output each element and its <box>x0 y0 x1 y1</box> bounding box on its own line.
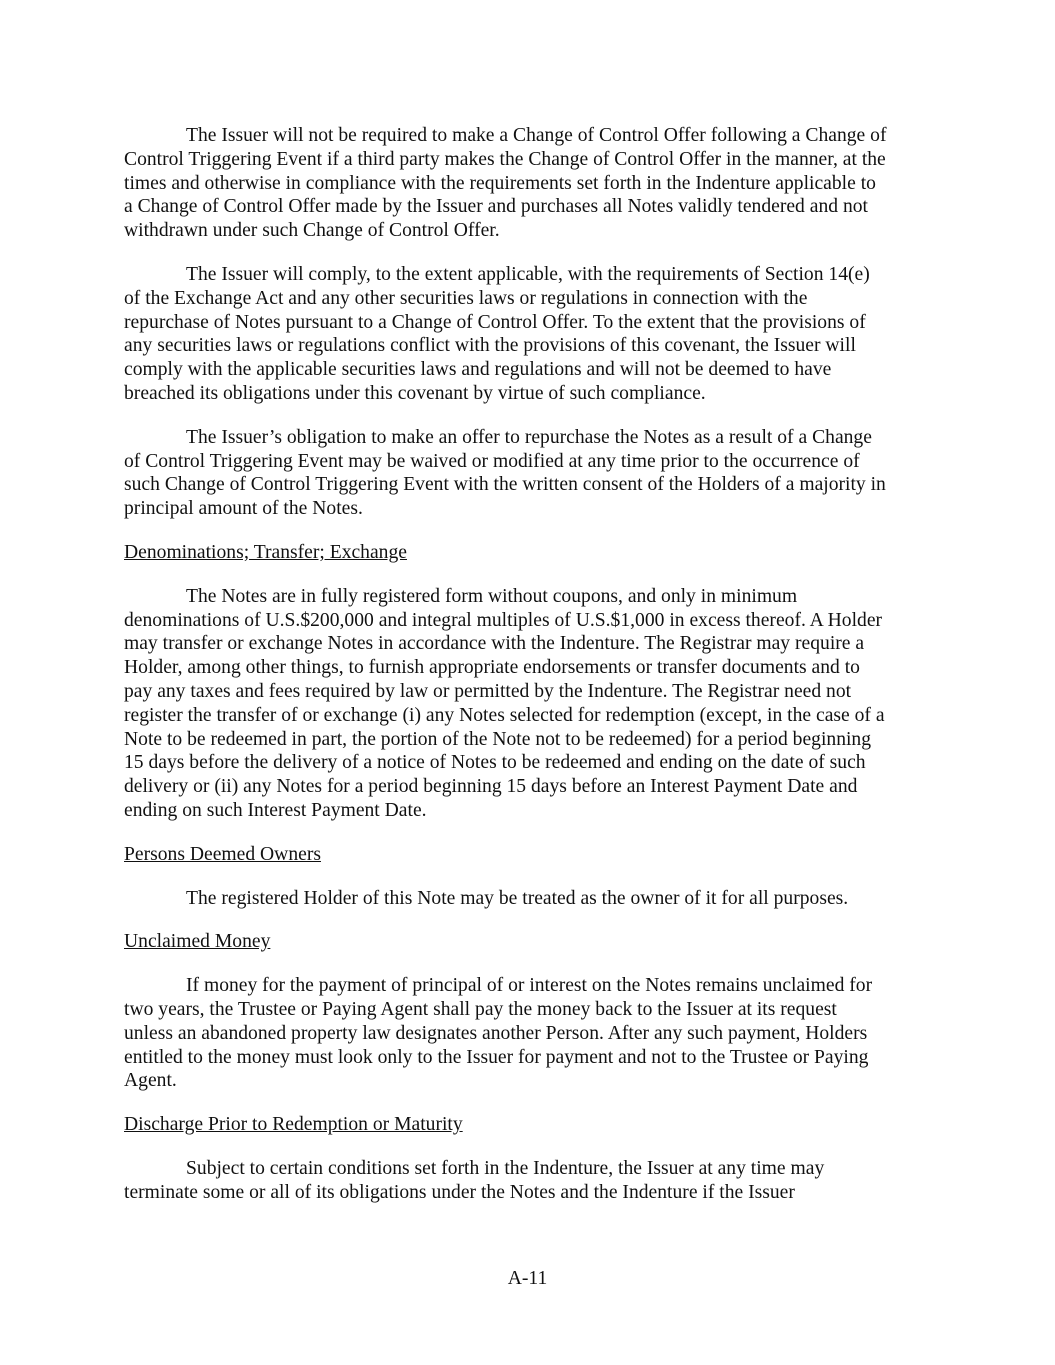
paragraph <box>124 1157 936 1205</box>
section-heading: Unclaimed Money <box>124 931 271 953</box>
text-line: repurchase of Notes pursuant to a Change of Control Offer. To the extent that the provisions of <box>124 311 866 333</box>
text-line: 15 days before the delivery of a notice of Notes to be redeemed and ending on the date of such <box>124 752 866 774</box>
text-line: unless an abandoned property law designates another Person. After any such payment, Holders <box>124 1022 868 1044</box>
text-line: register the transfer of or exchange (i) any Notes selected for redemption (except, in the case of a <box>124 704 885 726</box>
text-line: any securities laws or regulations conflict with the provisions of this covenant, the Issuer will <box>124 335 856 357</box>
page-number: A-11 <box>507 1268 548 1289</box>
text-line: entitled to the money must look only to the Issuer for payment and not to the Trustee or Paying <box>124 1046 869 1068</box>
text-line: Subject to certain conditions set forth in the Indenture, the Issuer at any time may <box>186 1157 825 1179</box>
paragraph <box>124 887 936 911</box>
text-line: comply with the applicable securities laws and regulations and will not be deemed to have <box>124 359 832 381</box>
section-heading: Persons Deemed Owners <box>124 843 321 865</box>
text-line: ending on such Interest Payment Date. <box>124 799 427 821</box>
text-line: Note to be redeemed in part, the portion of the Note not to be redeemed) for a period beginning <box>124 728 872 750</box>
paragraph <box>124 124 936 243</box>
text-line: The Notes are in fully registered form without coupons, and only in minimum <box>186 585 798 607</box>
section-heading: Discharge Prior to Redemption or Maturity <box>124 1114 463 1136</box>
text-line: of Control Triggering Event may be waived or modified at any time prior to the occurrence of <box>124 450 860 472</box>
text-line: Agent. <box>124 1070 177 1092</box>
document-body <box>124 124 936 1224</box>
paragraph <box>124 263 936 406</box>
text-line: two years, the Trustee or Paying Agent shall pay the money back to the Issuer at its request <box>124 998 837 1020</box>
text-line: pay any taxes and fees required by law or permitted by the Indenture. The Registrar need not <box>124 680 852 702</box>
text-line: The Issuer’s obligation to make an offer to repurchase the Notes as a result of a Change <box>186 426 872 448</box>
text-line: terminate some or all of its obligations under the Notes and the Indenture if the Issuer <box>124 1181 795 1203</box>
text-line: denominations of U.S.$200,000 and integral multiples of U.S.$1,000 in excess thereof. A Holder <box>124 609 883 631</box>
text-line: of the Exchange Act and any other securities laws or regulations in connection with the <box>124 287 808 309</box>
text-line: such Change of Control Triggering Event with the written consent of the Holders of a majority in <box>124 474 886 496</box>
text-line: delivery or (ii) any Notes for a period beginning 15 days before an Interest Payment Date and <box>124 776 858 798</box>
text-line: may transfer or exchange Notes in accordance with the Indenture. The Registrar may require a <box>124 633 865 655</box>
text-line: a Change of Control Offer made by the Issuer and purchases all Notes validly tendered and not <box>124 196 868 218</box>
text-line: Holder, among other things, to furnish appropriate endorsements or transfer documents and to <box>124 657 860 679</box>
text-line: withdrawn under such Change of Control Offer. <box>124 220 500 242</box>
text-line: Control Triggering Event if a third party makes the Change of Control Offer in the manner, at the <box>124 148 886 170</box>
section-heading: Denominations; Transfer; Exchange <box>124 541 407 563</box>
text-line: breached its obligations under this covenant by virtue of such compliance. <box>124 382 706 404</box>
text-line: The registered Holder of this Note may be treated as the owner of it for all purposes. <box>186 887 849 909</box>
text-line: times and otherwise in compliance with the requirements set forth in the Indenture applicable to <box>124 172 876 194</box>
text-line: If money for the payment of principal of or interest on the Notes remains unclaimed for <box>186 975 873 997</box>
text-line: The Issuer will not be required to make a Change of Control Offer following a Change of <box>186 125 887 146</box>
paragraph <box>124 426 936 521</box>
text-line: principal amount of the Notes. <box>124 498 363 520</box>
paragraph <box>124 974 936 1093</box>
text-line: The Issuer will comply, to the extent applicable, with the requirements of Section 14(e) <box>186 263 870 285</box>
paragraph <box>124 585 936 823</box>
